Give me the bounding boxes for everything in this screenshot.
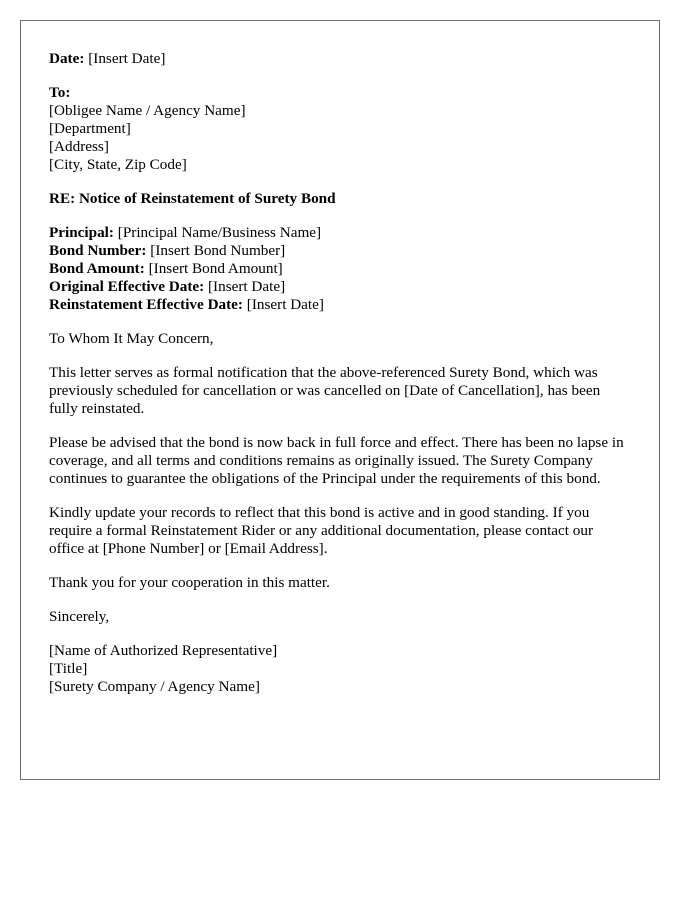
recipient-address — [49, 84, 631, 174]
date-value: [Insert Date] — [88, 50, 166, 67]
detail-value: [Insert Bond Number] — [150, 242, 286, 259]
detail-label: Bond Amount: — [49, 260, 145, 277]
letter-page — [20, 20, 660, 780]
signature-company: [Surety Company / Agency Name] — [49, 678, 260, 695]
recipient-city-state-zip: [City, State, Zip Code] — [49, 156, 187, 173]
re-line: RE: Notice of Reinstatement of Surety Bond — [49, 190, 336, 207]
detail-label: Reinstatement Effective Date: — [49, 296, 243, 313]
body-paragraph-thanks: Thank you for your cooperation in this matter. — [49, 574, 330, 591]
body-paragraph-update-records: Kindly update your records to reflect that this bond is active and in good standing. If you require a formal Reinstatement Rider or any additional documentation, please contact our office at [Phone Number] or [Email Address]. — [49, 504, 594, 557]
signature-name: [Name of Authorized Representative] — [49, 642, 278, 659]
salutation: To Whom It May Concern, — [49, 330, 214, 347]
body-paragraph-notification: This letter serves as formal notification that the above-referenced Surety Bond, which was previously scheduled for cancellation or was cancelled on [Date of Cancellation], has been fully reinstated. — [49, 364, 601, 417]
detail-label: Principal: — [49, 224, 114, 241]
bond-details — [49, 224, 631, 314]
detail-principal — [49, 224, 631, 242]
subject-line — [49, 190, 631, 208]
date-line — [49, 50, 631, 68]
detail-label: Original Effective Date: — [49, 278, 205, 295]
detail-value: [Insert Date] — [208, 278, 286, 295]
detail-reinstatement-effective-date — [49, 296, 631, 314]
to-label: To: — [49, 84, 71, 101]
detail-original-effective-date — [49, 278, 631, 296]
detail-bond-amount — [49, 260, 631, 278]
signature-title: [Title] — [49, 660, 88, 677]
recipient-address-line: [Address] — [49, 138, 109, 155]
detail-value: [Principal Name/Business Name] — [117, 224, 322, 241]
body-paragraph-force-effect: Please be advised that the bond is now back in full force and effect. There has been no lapse in coverage, and all terms and conditions remains as originally issued. The Surety Company continues to guarantee the obligations of the Principal under the requirements of this bond. — [49, 434, 624, 487]
detail-label: Bond Number: — [49, 242, 147, 259]
detail-bond-number — [49, 242, 631, 260]
closing: Sincerely, — [49, 608, 110, 625]
detail-value: [Insert Bond Amount] — [148, 260, 283, 277]
detail-value: [Insert Date] — [246, 296, 324, 313]
date-label: Date: — [49, 50, 85, 67]
recipient-department: [Department] — [49, 120, 131, 137]
signature-block — [49, 642, 631, 696]
recipient-name: [Obligee Name / Agency Name] — [49, 102, 246, 119]
